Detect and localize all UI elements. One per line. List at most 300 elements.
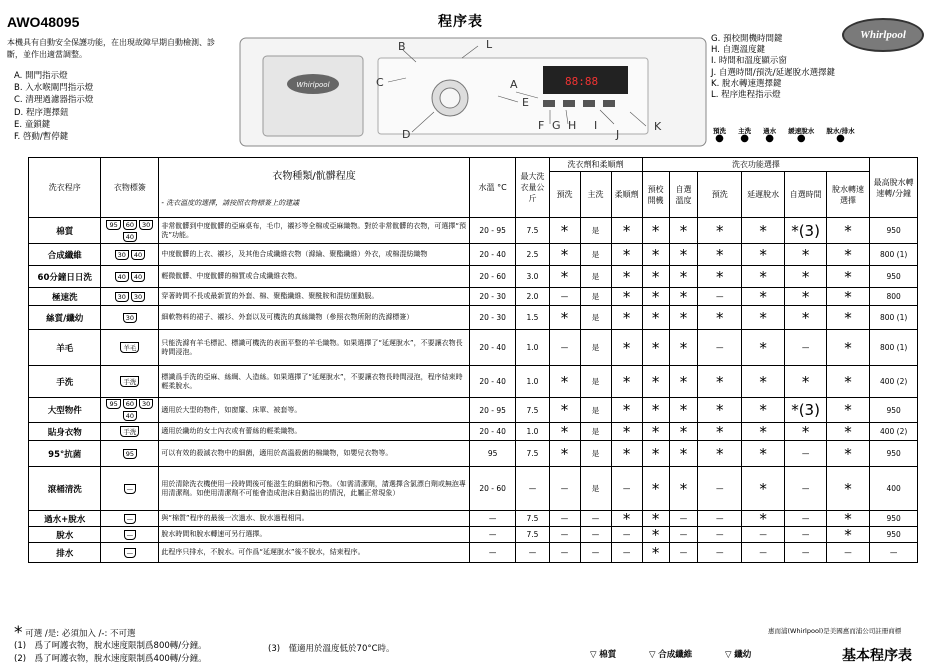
detergent-cell: *	[611, 288, 642, 306]
program-row	[29, 441, 918, 467]
program-temp: 20 - 40	[469, 423, 516, 441]
program-temp: 20 - 60	[469, 467, 516, 511]
program-row	[29, 527, 918, 543]
intro-text: 本機具有自動安全保護功能，在出現故障早期自動檢測、診斷，並作出適當調整。	[7, 38, 215, 59]
care-tag-cell	[101, 527, 159, 543]
care-label-cotton: ▽ 棉質	[590, 650, 617, 660]
function-cell: —	[785, 441, 826, 467]
detergent-cell: *	[611, 266, 642, 288]
svg-text:E: E	[522, 96, 529, 109]
program-description: 穿著時間不長或最新買的外套、棉、聚酯纖維、聚酰胺和混紡運動服。	[159, 288, 469, 306]
detergent-cell: 是	[580, 306, 611, 330]
header-spin: 最高脫水轉速轉/分鐘	[870, 158, 918, 218]
care-tag-icon: 40	[123, 411, 137, 421]
function-cell: *	[741, 330, 784, 366]
function-cell: *	[741, 441, 784, 467]
detergent-cell: —	[549, 543, 580, 563]
function-cell: —	[785, 330, 826, 366]
care-tag-icon: 羊毛	[120, 342, 139, 353]
program-name: 滾桶清洗	[29, 467, 101, 511]
function-cell: *	[669, 218, 698, 244]
svg-text:D: D	[402, 128, 411, 141]
care-tag-icon: 60	[123, 220, 137, 230]
program-description: 脫水時間和脫水轉速可另行選擇。	[159, 527, 469, 543]
detergent-cell: 是	[580, 467, 611, 511]
care-tag-icon: —	[124, 514, 137, 524]
care-tag-cell	[101, 543, 159, 563]
function-cell: *	[642, 467, 669, 511]
function-cell: *	[642, 306, 669, 330]
function-cell: *	[785, 266, 826, 288]
care-tag-icon: 30	[115, 250, 129, 260]
program-load: 1.0	[516, 423, 549, 441]
function-cell: —	[698, 288, 741, 306]
detergent-cell: *	[611, 366, 642, 398]
program-load: —	[516, 543, 549, 563]
function-cell: —	[785, 543, 826, 563]
care-tag-cell	[101, 511, 159, 527]
program-name: 排水	[29, 543, 101, 563]
svg-text:H: H	[568, 119, 577, 132]
function-cell: —	[698, 543, 741, 563]
program-row	[29, 467, 918, 511]
program-load: 2.0	[516, 288, 549, 306]
care-tag-cell	[101, 330, 159, 366]
function-cell: *	[785, 306, 826, 330]
machine-logo: Whirlpool	[296, 81, 330, 89]
program-spin: 400	[870, 467, 918, 511]
header-det-softener: 柔順劑	[611, 172, 642, 218]
function-cell: *	[698, 244, 741, 266]
care-tag-cell	[101, 366, 159, 398]
header-fn: 預洗	[698, 172, 741, 218]
function-cell: —	[698, 330, 741, 366]
indicator-drain: 脫水/排水 ●	[826, 127, 855, 144]
program-temp: 20 - 95	[469, 398, 516, 423]
detergent-cell: *	[549, 244, 580, 266]
function-cell: *	[669, 423, 698, 441]
function-cell: *	[698, 441, 741, 467]
header-program: 洗衣程序	[29, 158, 101, 218]
care-tag-icon: 手洗	[120, 376, 139, 387]
program-name: 極速洗	[29, 288, 101, 306]
function-cell: *	[698, 306, 741, 330]
function-cell: *	[785, 423, 826, 441]
function-cell: *	[826, 527, 869, 543]
program-spin: 800	[870, 288, 918, 306]
page-title: 程序表	[438, 14, 483, 30]
care-tag-icon: 40	[123, 232, 137, 242]
legend-item: L. 程序進程指示燈	[711, 90, 781, 101]
program-spin: 800 (1)	[870, 244, 918, 266]
function-cell: *	[669, 266, 698, 288]
function-cell: *	[826, 266, 869, 288]
program-spin: 950	[870, 527, 918, 543]
function-cell: *	[642, 330, 669, 366]
detergent-cell: —	[549, 527, 580, 543]
progress-indicators	[713, 126, 865, 143]
program-row	[29, 543, 918, 563]
function-cell: *	[826, 511, 869, 527]
program-temp: —	[469, 511, 516, 527]
care-tag-icon: 30	[131, 292, 145, 302]
program-description: 細軟物料的裙子、襯衫、外套以及可機洗的真絲織物（參照衣物所附的洗滌標簽）	[159, 306, 469, 330]
care-label-delicate: ▽ 纖幼	[724, 650, 752, 660]
footnote-legend: 可選 /是: 必須加入 /-: 不可選	[25, 628, 136, 639]
function-cell: *	[826, 306, 869, 330]
function-cell: *	[698, 398, 741, 423]
legend-item: K. 脫水轉速選擇鍵	[711, 78, 782, 89]
function-cell: —	[785, 467, 826, 511]
program-row	[29, 423, 918, 441]
detergent-cell: *	[549, 398, 580, 423]
header-type: 衣物種類/骯髒程度 - 洗衣溫度的選擇，請按照衣物標簽上的建議	[159, 158, 469, 218]
program-spin: 950	[870, 511, 918, 527]
indicator-mainwash: 主洗 ●	[738, 127, 752, 144]
program-load: 7.5	[516, 527, 549, 543]
function-cell: —	[785, 511, 826, 527]
brand-logo: Whirlpool	[842, 18, 924, 52]
care-tag-icon: 手洗	[120, 426, 139, 437]
function-cell: —	[741, 527, 784, 543]
function-cell: *	[741, 398, 784, 423]
program-temp: 20 - 30	[469, 306, 516, 330]
detergent-cell: —	[611, 543, 642, 563]
program-row	[29, 306, 918, 330]
function-cell: *	[785, 288, 826, 306]
program-load: 1.5	[516, 306, 549, 330]
detergent-cell: *	[549, 441, 580, 467]
program-temp: —	[469, 527, 516, 543]
program-name: 脫水	[29, 527, 101, 543]
function-cell: *	[642, 288, 669, 306]
program-load: 3.0	[516, 266, 549, 288]
header-det-prewash: 預洗	[549, 172, 580, 218]
function-cell: *	[669, 330, 698, 366]
function-cell: *	[669, 366, 698, 398]
function-cell: —	[698, 511, 741, 527]
program-spin: 950	[870, 398, 918, 423]
function-cell: *	[698, 366, 741, 398]
header-fn: 脫水轉速選擇	[826, 172, 869, 218]
program-row	[29, 398, 918, 423]
indicator-prewash: 預洗 ●	[713, 127, 726, 144]
care-tag-icon: 30	[139, 220, 153, 230]
program-name: 絲質/纖幼	[29, 306, 101, 330]
header-detergent-group: 洗衣劑和柔順劑	[549, 158, 642, 172]
program-row	[29, 288, 918, 306]
legend-item: D. 程序選擇鈕	[14, 107, 69, 118]
program-spin: 950	[870, 266, 918, 288]
detergent-cell: 是	[580, 244, 611, 266]
function-cell: —	[826, 543, 869, 563]
program-row	[29, 218, 918, 244]
footnote-1: (1) 爲了呵護衣物，脫水速度限制爲800轉/分鐘。	[14, 641, 207, 652]
function-cell: *	[642, 441, 669, 467]
function-cell: *	[741, 266, 784, 288]
function-cell: *	[741, 366, 784, 398]
program-temp: 20 - 40	[469, 244, 516, 266]
function-cell: *	[669, 288, 698, 306]
function-cell: *	[698, 423, 741, 441]
function-cell: *	[669, 467, 698, 511]
program-load: 1.0	[516, 366, 549, 398]
legend-item: B. 入水喉閘閂指示燈	[14, 83, 94, 94]
program-temp: 20 - 95	[469, 218, 516, 244]
detergent-cell: *	[611, 244, 642, 266]
program-load: 1.0	[516, 330, 549, 366]
function-cell: *	[785, 244, 826, 266]
detergent-cell: *	[611, 330, 642, 366]
detergent-cell: *	[611, 398, 642, 423]
svg-text:A: A	[510, 78, 518, 91]
program-name: 60分鐘日日洗	[29, 266, 101, 288]
detergent-cell: *	[611, 511, 642, 527]
header-load: 最大洗衣量公斤	[516, 158, 549, 218]
detergent-cell: —	[580, 511, 611, 527]
care-tag-icon: —	[124, 484, 137, 494]
program-spin: 950	[870, 441, 918, 467]
program-temp: 20 - 40	[469, 330, 516, 366]
function-cell: *	[741, 467, 784, 511]
detergent-cell: —	[580, 543, 611, 563]
care-tag-icon: 40	[115, 272, 129, 282]
program-temp: 20 - 60	[469, 266, 516, 288]
function-cell: *	[826, 366, 869, 398]
svg-text:F: F	[538, 119, 545, 132]
care-tag-icon: 60	[123, 399, 137, 409]
company-note: 惠而浦(Whirlpool)是美國惠而浦公司註冊商標	[768, 627, 902, 635]
footnotes	[14, 623, 207, 665]
detergent-cell: 是	[580, 423, 611, 441]
care-tag-cell	[101, 441, 159, 467]
footnote-3: (3) 僅適用於溫度低於70°C時。	[268, 644, 395, 654]
program-name: 貼身衣物	[29, 423, 101, 441]
program-spin: 400 (2)	[870, 366, 918, 398]
function-cell: *	[826, 244, 869, 266]
program-row	[29, 330, 918, 366]
detergent-cell: 是	[580, 218, 611, 244]
care-tag-icon: 40	[131, 272, 145, 282]
function-cell: *	[642, 511, 669, 527]
function-cell: *	[741, 288, 784, 306]
svg-text:J: J	[616, 128, 620, 141]
detergent-cell: *	[549, 306, 580, 330]
detergent-cell: *	[549, 366, 580, 398]
function-cell: —	[785, 527, 826, 543]
detergent-cell: 是	[580, 398, 611, 423]
function-cell: *	[741, 244, 784, 266]
right-legend	[711, 34, 835, 101]
svg-text:I: I	[594, 119, 598, 132]
program-description: 可以有效的殺滅衣物中的細菌，適用於高溫殺菌的棉織物，如嬰兒衣物等。	[159, 441, 469, 467]
program-load: 7.5	[516, 441, 549, 467]
program-temp: —	[469, 543, 516, 563]
function-cell: *	[741, 306, 784, 330]
program-spin: 950	[870, 218, 918, 244]
model-number: AWO48095	[7, 14, 80, 30]
detergent-cell: —	[549, 511, 580, 527]
detergent-cell: *	[611, 306, 642, 330]
care-tag-cell	[101, 398, 159, 423]
detergent-cell: —	[611, 527, 642, 543]
header-fn: 自選溫度	[669, 172, 698, 218]
program-name: 合成纖維	[29, 244, 101, 266]
legend-item: I. 時間和溫度顯示窗	[711, 56, 787, 67]
svg-text:G: G	[552, 119, 561, 132]
care-tag-cell	[101, 244, 159, 266]
program-load: 7.5	[516, 511, 549, 527]
care-tag-cell	[101, 423, 159, 441]
function-cell: *	[826, 218, 869, 244]
program-spin: 800 (1)	[870, 330, 918, 366]
program-description: 輕微骯髒、中度骯髒的棉質或合成纖維衣物。	[159, 266, 469, 288]
detergent-cell: 是	[580, 288, 611, 306]
care-tag-cell	[101, 288, 159, 306]
indicator-slow-spin: 緩速脫水 ●	[788, 127, 815, 144]
function-cell: *	[826, 398, 869, 423]
program-row	[29, 266, 918, 288]
detergent-cell: —	[611, 467, 642, 511]
function-cell: *	[826, 330, 869, 366]
header-fn: 延遲脫水	[741, 172, 784, 218]
function-cell: *	[642, 527, 669, 543]
legend-item: J. 自選時間/預洗/延遲脫水選擇鍵	[711, 67, 836, 78]
header-temp: 水溫 °C	[469, 158, 516, 218]
svg-text:L: L	[486, 38, 493, 51]
svg-text:C: C	[376, 76, 384, 89]
legend-item: F. 啓動/暫停鍵	[14, 132, 69, 143]
detergent-cell: *	[611, 441, 642, 467]
care-tag-cell	[101, 467, 159, 511]
care-tag-cell	[101, 218, 159, 244]
detergent-cell: —	[549, 467, 580, 511]
header-det-main: 主洗	[580, 172, 611, 218]
header-fn: 自選時間	[785, 172, 826, 218]
program-name: 大型物件	[29, 398, 101, 423]
program-description: 此程序只排水，不脫水。可作爲“延遲脫水”後不脫水，結束程序。	[159, 543, 469, 563]
program-name: 過水+脫水	[29, 511, 101, 527]
function-cell: *(3)	[785, 218, 826, 244]
detergent-cell: 是	[580, 330, 611, 366]
detergent-cell: 是	[580, 366, 611, 398]
program-load: —	[516, 467, 549, 511]
detergent-cell: 是	[580, 441, 611, 467]
program-description: 標識爲手洗的亞麻、絲綢、人造絲。如果選擇了“延遲脫水”，不要讓衣物長時間浸泡，程序結束時輕柔脫水。	[159, 366, 469, 398]
program-load: 7.5	[516, 398, 549, 423]
care-tag-icon: 30	[139, 399, 153, 409]
function-cell: *	[741, 423, 784, 441]
legend-item: C. 清理過濾器指示燈	[14, 95, 94, 106]
program-load: 7.5	[516, 218, 549, 244]
function-cell: *	[741, 511, 784, 527]
legend-item: H. 自選溫度鍵	[711, 45, 766, 56]
program-description: 只能洗滌有羊毛標記、標識可機洗的表面平整的羊毛織物。如果選擇了“延遲脫水”，不要讓衣物長時間浸泡。	[159, 330, 469, 366]
function-cell: —	[669, 511, 698, 527]
care-tag-icon: 30	[115, 292, 129, 302]
detergent-cell: *	[549, 423, 580, 441]
program-temp: 20 - 30	[469, 288, 516, 306]
program-name: 手洗	[29, 366, 101, 398]
star-symbol: *	[14, 623, 23, 643]
program-description: 與“棉質”程序的最後一次過水、脫水過程相同。	[159, 511, 469, 527]
care-tag-icon: 95	[106, 220, 120, 230]
care-tag-icon: —	[124, 548, 137, 558]
svg-text:B: B	[398, 40, 406, 53]
program-row	[29, 511, 918, 527]
program-description: 非常骯髒到中度骯髒的亞麻桌布，毛巾，襯衫等全棉或亞麻織物。對於非常骯髒的衣物，可選擇“預洗”功能。	[159, 218, 469, 244]
program-spin: 800 (1)	[870, 306, 918, 330]
program-spin: 400 (2)	[870, 423, 918, 441]
function-cell: *	[826, 423, 869, 441]
function-cell: *	[785, 366, 826, 398]
care-tag-cell	[101, 266, 159, 288]
function-cell: *	[642, 244, 669, 266]
detergent-cell: —	[580, 527, 611, 543]
care-tag-icon: —	[124, 530, 137, 540]
program-spin: —	[870, 543, 918, 563]
indicator-rinse: 過水 ●	[763, 127, 777, 144]
detergent-cell: *	[611, 423, 642, 441]
display-digits: 88:88	[565, 75, 599, 88]
function-cell: *	[669, 398, 698, 423]
function-cell: —	[698, 527, 741, 543]
detergent-cell: *	[611, 218, 642, 244]
program-description: 適用於纖幼的女士內衣或有蕾絲的輕柔織物。	[159, 423, 469, 441]
detergent-cell: *	[549, 266, 580, 288]
program-description: 中度骯髒的上衣、襯衫，及其他合成纖維衣物（滌綸、聚酯纖維）外衣，或棉混紡織物	[159, 244, 469, 266]
function-cell: *(3)	[785, 398, 826, 423]
care-tag-icon: 95	[123, 449, 137, 459]
program-name: 羊毛	[29, 330, 101, 366]
header-fn: 預校開機	[642, 172, 669, 218]
program-temp: 95	[469, 441, 516, 467]
function-cell: —	[741, 543, 784, 563]
function-cell: *	[698, 218, 741, 244]
left-legend	[14, 70, 93, 143]
header-tag: 衣物標簽	[101, 158, 159, 218]
header-function-group: 洗衣功能選擇	[642, 158, 870, 172]
function-cell: *	[669, 306, 698, 330]
function-cell: —	[669, 543, 698, 563]
care-tag-icon: 40	[131, 250, 145, 260]
program-row	[29, 244, 918, 266]
function-cell: —	[669, 527, 698, 543]
function-cell: *	[826, 288, 869, 306]
function-cell: *	[642, 398, 669, 423]
function-cell: *	[826, 467, 869, 511]
detergent-cell: —	[549, 288, 580, 306]
program-temp: 20 - 40	[469, 366, 516, 398]
program-description: 用於清除洗衣機使用一段時間後可能滋生的細菌和污物。（如需清潔劑，請選擇含氯漂白劑或無泡專用清潔劑。如使用清潔劑不可能會造成泡沫自動溢出的情況，此屬正常現象）	[159, 467, 469, 511]
svg-text:K: K	[654, 120, 662, 133]
function-cell: *	[669, 441, 698, 467]
function-cell: *	[698, 266, 741, 288]
function-cell: *	[642, 266, 669, 288]
function-cell: *	[669, 244, 698, 266]
detergent-cell: 是	[580, 266, 611, 288]
program-description: 適用於大型的物件，如窗簾、床單、被套等。	[159, 398, 469, 423]
footnote-2: (2) 爲了呵護衣物，脫水速度限制爲400轉/分鐘。	[14, 653, 207, 664]
program-name: 棉質	[29, 218, 101, 244]
care-labels	[590, 648, 781, 660]
care-tag-icon: 95	[106, 399, 120, 409]
function-cell: *	[642, 543, 669, 563]
program-row	[29, 366, 918, 398]
function-cell: *	[741, 218, 784, 244]
program-name: 95°抗菌	[29, 441, 101, 467]
legend-item: A. 開門指示燈	[14, 71, 68, 81]
